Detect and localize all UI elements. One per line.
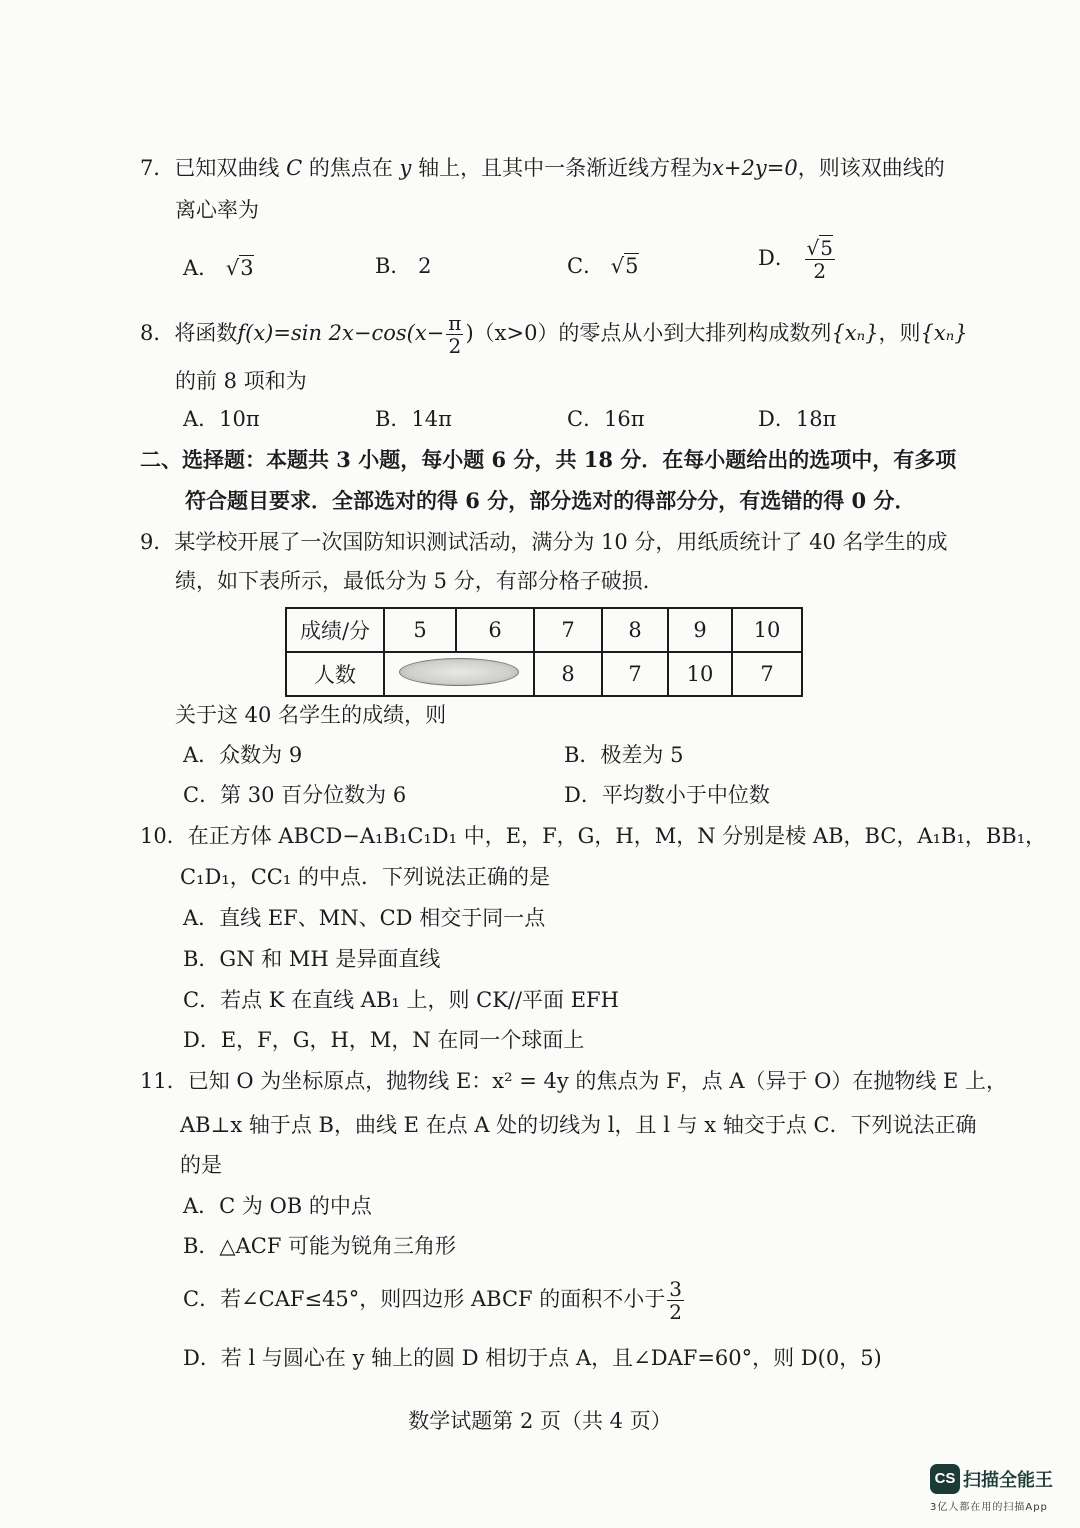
table-cell: 10: [732, 608, 802, 652]
q10-option-d: D．E，F，G，H，M，N 在同一个球面上: [183, 1028, 585, 1052]
q7-option-d: D． $\frac{√5}{2}$: [758, 236, 834, 283]
q8-option-b: B．14π: [375, 407, 452, 431]
q10-option-b: B．GN 和 MH 是异面直线: [183, 947, 441, 971]
q8-line2: 的前 8 项和为: [175, 369, 307, 393]
table-cell: 10: [668, 652, 732, 696]
q9-option-b: B．极差为 5: [564, 743, 684, 767]
q10-option-a: A．直线 EF、MN、CD 相交于同一点: [183, 906, 546, 930]
q7-option-a: A． √3: [183, 256, 254, 280]
table-row: [286, 608, 802, 652]
q11-line1: 11．已知 O 为坐标原点，抛物线 E：x² = 4y 的焦点为 F，点 A（异于 O）在抛物线 E 上，: [140, 1069, 1008, 1093]
q9-line3: 关于这 40 名学生的成绩，则: [175, 703, 447, 727]
q9-option-a: A．众数为 9: [183, 743, 303, 767]
table-cell: 8: [602, 608, 668, 652]
q11-option-c: C．若∠CAF≤45°，则四边形 ABCF 的面积不小于 $\frac{3}{2}$: [183, 1277, 682, 1324]
scanner-watermark: [930, 1464, 1053, 1513]
q8-option-c: C．16π: [567, 407, 645, 431]
table-cell: 5: [384, 608, 456, 652]
q10-line2: C₁D₁，CC₁ 的中点．下列说法正确的是: [180, 865, 550, 889]
torn-paper-blot: [399, 658, 519, 686]
q7-line1: 7．已知双曲线 C 的焦点在 y 轴上，且其中一条渐近线方程为x+2y=0，则该双曲线的: [140, 156, 945, 180]
q10-option-c: C．若点 K 在直线 AB₁ 上，则 CK//平面 EFH: [183, 988, 619, 1012]
page-footer: 数学试题第 2 页（共 4 页）: [408, 1409, 672, 1433]
q10-line1: 10．在正方体 ABCD−A₁B₁C₁D₁ 中，E，F，G，H，M，N 分别是棱 AB，BC，A₁B₁，BB₁，: [140, 824, 1047, 848]
table-cell: 7: [732, 652, 802, 696]
q7-line2: 离心率为: [175, 198, 259, 222]
q9-line2: 绩，如下表所示，最低分为 5 分，有部分格子破损．: [175, 569, 664, 593]
q8-option-d: D．18π: [758, 407, 837, 431]
score-table: [285, 607, 803, 697]
watermark-name: 扫描全能王: [963, 1470, 1053, 1491]
q11-option-b: B．△ACF 可能为锐角三角形: [183, 1234, 457, 1258]
table-cell: 6: [456, 608, 534, 652]
q11-option-d: D．若 l 与圆心在 y 轴上的圆 D 相切于点 A，且∠DAF=60°，则 D(0，5): [183, 1346, 882, 1370]
q11-option-a: A．C 为 OB 的中点: [183, 1194, 372, 1218]
q7-option-b: B． 2: [375, 254, 432, 278]
table-cell: 7: [602, 652, 668, 696]
table-cell: 9: [668, 608, 732, 652]
q7-option-c: C． √5: [567, 254, 639, 278]
camscanner-logo-icon: CS: [930, 1464, 960, 1494]
q8-option-a: A．10π: [183, 407, 260, 431]
watermark-subtitle: 3亿人都在用的扫描App: [930, 1502, 1048, 1513]
q8-line1: 8．将函数f(x)=sin 2x−cos(x− $\frac{\pi}{2}$ )（x>0）的零点从小到大排列构成数列{xₙ}，则{xₙ}: [140, 311, 968, 358]
q11-line3: 的是: [180, 1153, 222, 1177]
table-cell: 7: [534, 608, 602, 652]
q9-option-d: D．平均数小于中位数: [564, 783, 770, 807]
section2-line2: 符合题目要求．全部选对的得 6 分，部分选对的得部分分，有选错的得 0 分．: [185, 488, 916, 513]
damaged-cell: [384, 652, 534, 696]
table-cell: 8: [534, 652, 602, 696]
section2-line1: 二、选择题：本题共 3 小题，每小题 6 分，共 18 分．在每小题给出的选项中，有多项: [140, 447, 957, 472]
q9-option-c: C．第 30 百分位数为 6: [183, 783, 407, 807]
q9-line1: 9．某学校开展了一次国防知识测试活动，满分为 10 分，用纸质统计了 40 名学生的成: [140, 530, 948, 554]
table-row: [286, 652, 802, 696]
table-header-cell: 人数: [286, 652, 384, 696]
q11-line2: AB⊥x 轴于点 B，曲线 E 在点 A 处的切线为 l，且 l 与 x 轴交于点 C．下列说法正确: [180, 1113, 977, 1137]
table-header-cell: 成绩/分: [286, 608, 384, 652]
